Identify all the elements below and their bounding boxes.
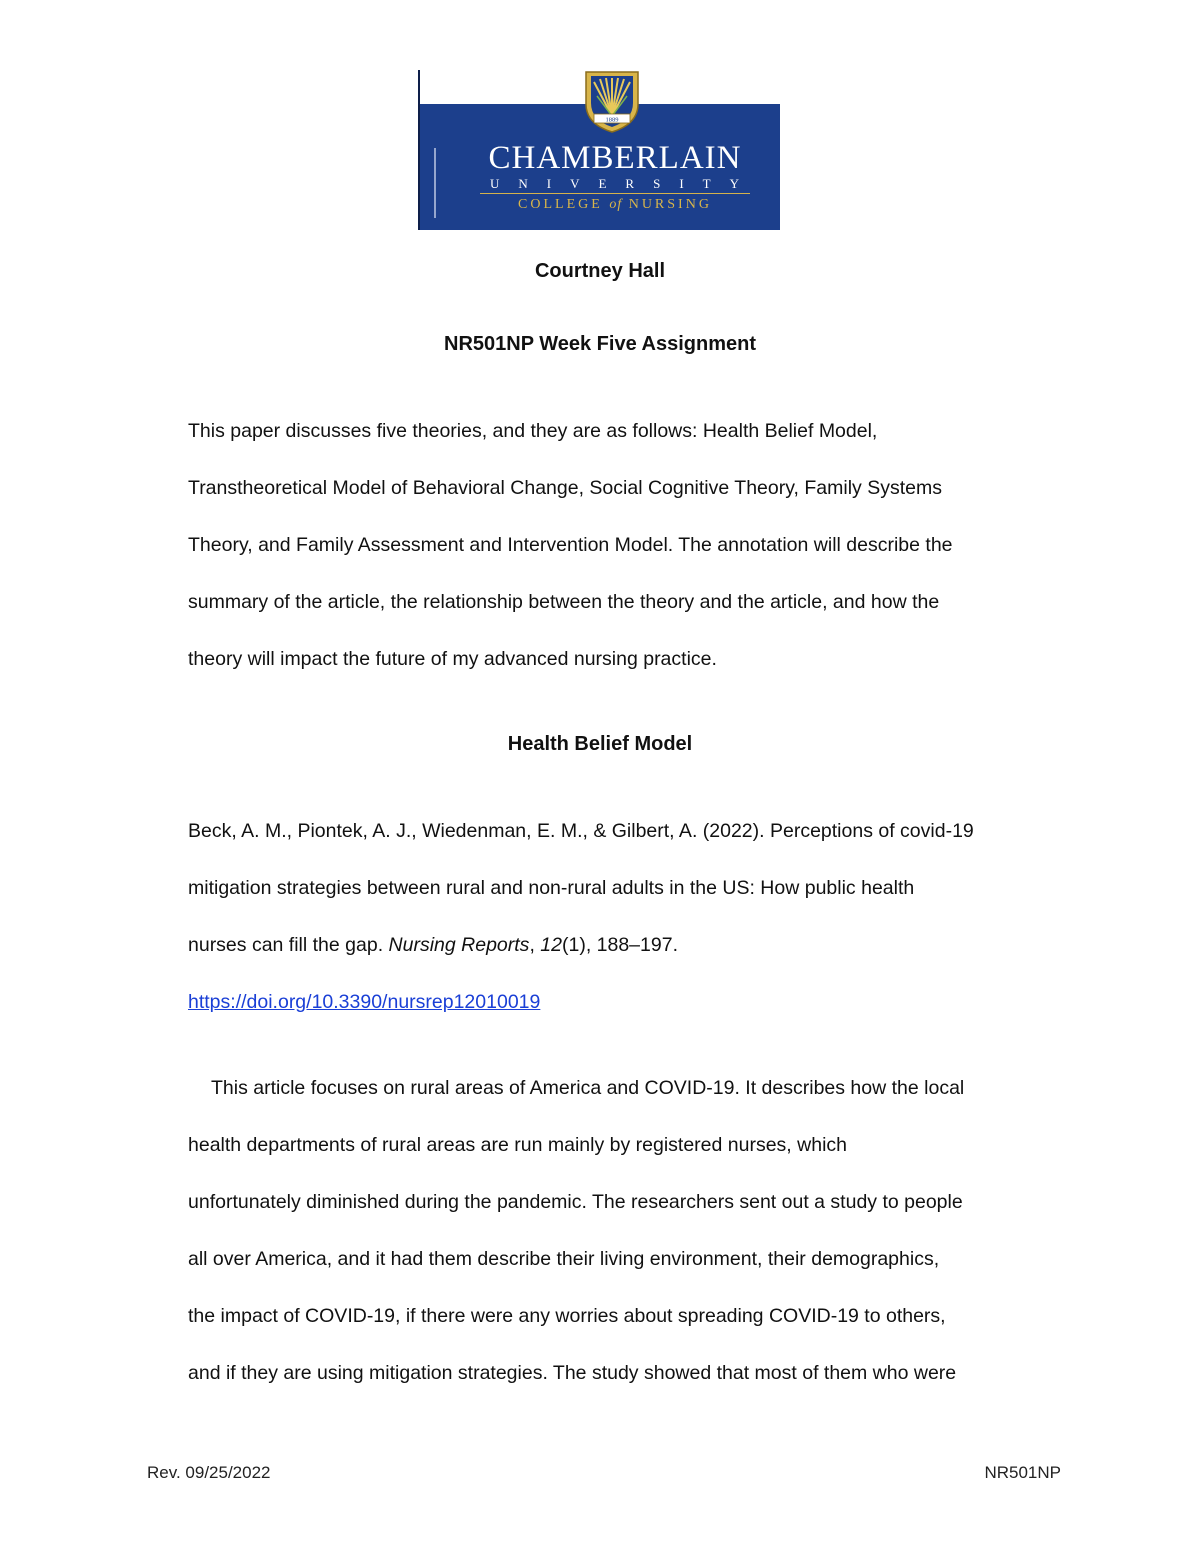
logo-gold-rule [480,193,750,194]
intro-line: theory will impact the future of my advanced nursing practice. [188,648,717,670]
chamberlain-logo [418,70,780,230]
footer-revision: Rev. 09/25/2022 [147,1463,271,1482]
citation-line [188,933,678,957]
doi-link[interactable]: https://doi.org/10.3390/nursrep12010019 [188,991,541,1013]
body-line: This article focuses on rural areas of America and COVID-19. It describes how the local [211,1077,965,1099]
logo-university: UNIVERSITY [490,176,758,191]
citation-journal: Nursing Reports [388,934,530,956]
body-line: unfortunately diminished during the pandemic. The researchers sent out a study to people [188,1191,963,1213]
citation-issue-pages: (1), 188–197. [561,934,678,956]
logo-divider [434,148,436,218]
author-name: Courtney Hall [534,260,666,282]
logo-college [480,196,750,214]
intro-line: summary of the article, the relationship between the theory and the article, and how the [188,591,940,613]
citation-line: Beck, A. M., Piontek, A. J., Wiedenman, E. M., & Gilbert, A. (2022). Perceptions of covid-19 [188,820,974,842]
intro-line: This paper discusses five theories, and they are as follows: Health Belief Model, [188,420,878,442]
citation-text: nurses can fill the gap. [188,934,389,956]
logo-college-post: NURSING [628,197,712,212]
footer-course: NR501NP [984,1463,1061,1482]
citation-doi-line [188,990,540,1014]
body-line: the impact of COVID-19, if there were any worries about spreading COVID-19 to others, [188,1305,946,1327]
logo-college-of: of [609,197,623,212]
intro-line: Transtheoretical Model of Behavioral Change, Social Cognitive Theory, Family Systems [188,477,942,499]
citation-volume: 12 [540,934,562,956]
shield-icon [582,70,642,134]
section-heading: Health Belief Model [507,733,693,755]
seal-year: 1889 [605,116,619,124]
assignment-title: NR501NP Week Five Assignment [444,333,756,355]
body-line: all over America, and it had them describe their living environment, their demographics, [188,1248,940,1270]
intro-line: Theory, and Family Assessment and Intervention Model. The annotation will describe the [188,534,953,556]
body-line: and if they are using mitigation strategies. The study showed that most of them who were [188,1362,957,1384]
body-line: health departments of rural areas are run mainly by registered nurses, which [188,1134,847,1156]
logo-name: CHAMBERLAIN [488,140,742,176]
citation-line: mitigation strategies between rural and non-rural adults in the US: How public health [188,877,915,899]
logo-college-pre: COLLEGE [518,197,603,212]
citation-separator: , [529,934,541,956]
